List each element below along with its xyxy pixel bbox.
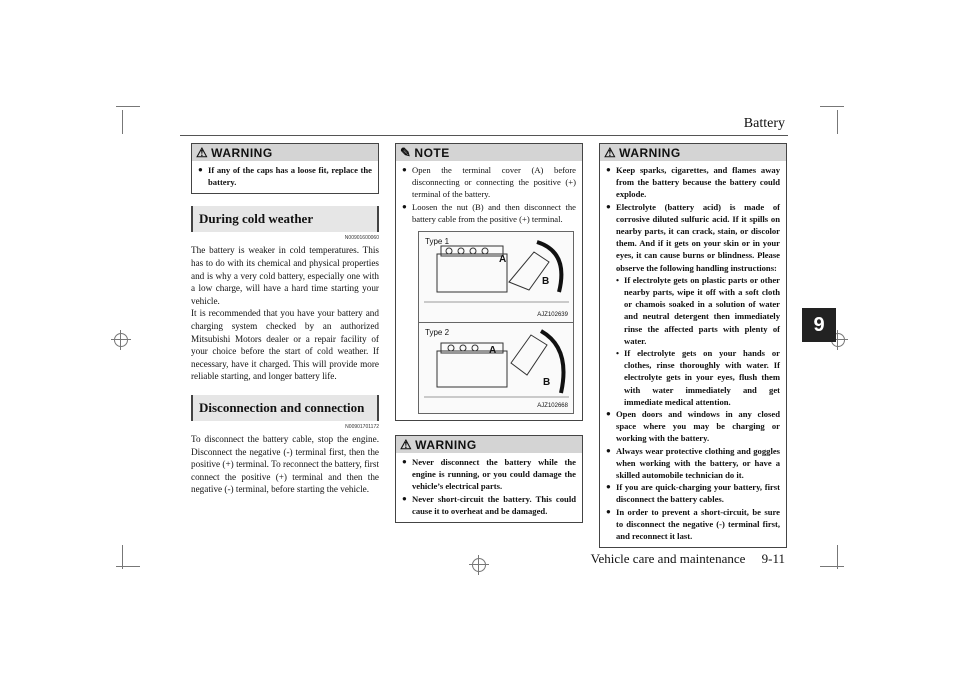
note-label: NOTE <box>414 145 450 160</box>
warning-triangle-icon: ⚠ <box>400 436 413 452</box>
warning-box <box>599 143 787 548</box>
registration-mark <box>472 558 486 572</box>
note-header <box>396 144 582 161</box>
warning-header <box>600 144 786 161</box>
bullet-icon: ● <box>606 409 611 419</box>
paragraph: The battery is weaker in cold temperatures. This has to do with its chemical and physical properties and is why a very cold battery, especially one with a low charge, will have a hard time starting your vehicle. <box>191 245 379 306</box>
paragraph: To disconnect the battery cable, stop the engine. Disconnect the negative (-) terminal first, then the positive (+) terminal. To reconnect the battery, first connect the positive (+) terminal and then the negative (-) terminal, before starting the vehicle. <box>191 433 379 495</box>
warning-item: ● Electrolyte (battery acid) is made of corrosive diluted sulfuric acid. If it spills on nearby parts, it can crack, stain, or discolor them. And if it gets on your skin or in your eyes, it can cause burns or blindness. Please observe the following handling instructions: <box>606 201 780 273</box>
figure-type-2 <box>418 323 574 414</box>
registration-mark <box>114 333 128 347</box>
callout-a: A <box>499 254 507 266</box>
section-code: N00901600060 <box>344 235 379 242</box>
bullet-icon: ● <box>198 165 203 174</box>
crop-mark <box>122 545 123 569</box>
warning-header <box>396 436 582 453</box>
warning-triangle-icon: ⚠ <box>604 144 617 160</box>
warning-box <box>191 143 379 194</box>
bullet-icon: ● <box>402 201 407 211</box>
crop-mark <box>122 110 123 134</box>
section-code: N00901701172 <box>345 423 379 430</box>
bullet-icon: ● <box>402 493 407 503</box>
warning-item: ● If you are quick-charging your battery, first disconnect the battery cables. <box>606 482 780 505</box>
bullet-icon: ● <box>606 506 611 516</box>
callout-b: B <box>543 377 551 389</box>
crop-mark <box>116 566 140 567</box>
header-rule <box>180 135 788 136</box>
warning-label: WARNING <box>415 437 477 452</box>
column-3 <box>599 143 787 548</box>
chapter-tab: 9 <box>802 308 836 342</box>
warning-item: ● Never short-circuit the battery. This could cause it to overheat and be damaged. <box>402 493 576 516</box>
column-2 <box>395 143 583 523</box>
column-1 <box>191 143 379 496</box>
warning-item: ● Keep sparks, cigarettes, and flames away from the battery because the battery could explode. <box>606 165 780 200</box>
section-heading-cold-weather: During cold weather <box>191 206 379 232</box>
callout-a: A <box>489 345 497 357</box>
crop-mark <box>837 545 838 569</box>
note-item: ● Loosen the nut (B) and then disconnect the battery cable from the positive (+) terminal. <box>402 201 576 224</box>
page-footer <box>591 551 785 567</box>
bullet-icon: ● <box>606 445 611 455</box>
paragraph: It is recommended that you have your battery and charging system checked by an authorized Mitsubishi Motors dealer or a repair facility of your choice before the start of cold weather. If necessary, have it charged. This will provide more reliable starting, and longer battery life. <box>191 308 379 382</box>
callout-b: B <box>542 276 550 288</box>
warning-subitem: • If electrolyte gets on your hands or clothes, rinse thoroughly with water. If electrolyte gets in your eyes, flush them with water immediately and get immediate medical attention. <box>616 348 780 407</box>
bullet-icon: ● <box>402 165 407 174</box>
bullet-icon: ● <box>606 482 611 492</box>
figure-type-label: Type 1 <box>425 237 450 247</box>
sub-bullet-icon: • <box>616 348 620 359</box>
note-item: ● Open the terminal cover (A) before disconnecting or connecting the positive (+) terminal of the battery. <box>402 165 576 200</box>
section-heading-disconnection: Disconnection and connection <box>191 395 379 421</box>
crop-mark <box>837 110 838 134</box>
crop-mark <box>820 106 844 107</box>
bullet-icon: ● <box>606 165 611 174</box>
sub-bullet-icon: • <box>616 274 620 285</box>
warning-header <box>192 144 378 161</box>
warning-subitem: • If electrolyte gets on plastic parts or other nearby parts, wipe it off with a soft cloth or chamois soaked in a solution of water and neutral detergent then immediately rinse the affected parts with plenty of water. <box>616 274 780 346</box>
figure-type-1 <box>418 231 574 323</box>
bullet-icon: ● <box>606 201 611 211</box>
warning-label: WARNING <box>619 145 681 160</box>
footer-page-number: 9-11 <box>761 551 785 566</box>
warning-item: ● Never disconnect the battery while the engine is running, or you could damage the vehicle’s electrical parts. <box>402 457 576 492</box>
footer-section: Vehicle care and maintenance <box>590 551 746 566</box>
note-box <box>395 143 583 421</box>
crop-mark <box>116 106 140 107</box>
warning-item: ● In order to prevent a short-circuit, be sure to disconnect the negative (-) terminal first, and reconnect it last. <box>606 506 780 542</box>
warning-item: ● Open doors and windows in any closed space where you may be charging or working with the battery. <box>606 409 780 444</box>
bullet-icon: ● <box>402 457 407 467</box>
figure-code: AJZ102668 <box>537 403 568 410</box>
figure-code: AJZ102639 <box>537 312 568 319</box>
warning-triangle-icon: ⚠ <box>196 144 209 160</box>
warning-item: ● Always wear protective clothing and goggles when working with the battery, or have a skilled automobile technician do it. <box>606 445 780 481</box>
warning-box <box>395 435 583 523</box>
crop-mark <box>820 566 844 567</box>
figure-type-label: Type 2 <box>425 328 450 338</box>
note-pencil-icon: ✎ <box>400 144 412 160</box>
page-header-title: Battery <box>743 116 785 131</box>
warning-label: WARNING <box>211 145 273 160</box>
warning-item: ● If any of the caps has a loose fit, replace the battery. <box>198 165 372 188</box>
